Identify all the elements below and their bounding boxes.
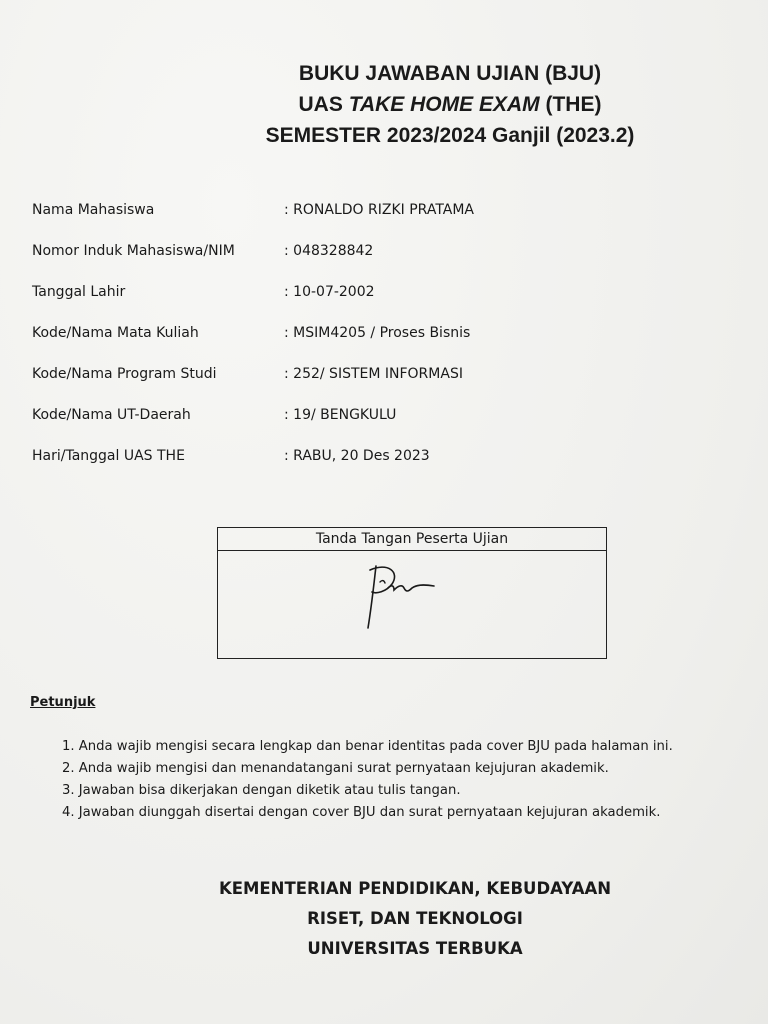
petunjuk-item: 3. Jawaban bisa dikerjakan dengan diketik atau tulis tangan. <box>62 783 461 798</box>
info-value: : 19/ BENGKULU <box>284 407 397 423</box>
info-label: Kode/Nama Program Studi <box>32 366 217 382</box>
signature-box <box>217 527 607 659</box>
info-label: Nama Mahasiswa <box>32 202 155 218</box>
info-value: : RABU, 20 Des 2023 <box>284 448 430 464</box>
title-line-2-italic: TAKE HOME EXAM <box>348 93 540 116</box>
footer-line-3: UNIVERSITAS TERBUKA <box>307 939 523 958</box>
info-label: Kode/Nama Mata Kuliah <box>32 325 199 341</box>
petunjuk-item: 1. Anda wajib mengisi secara lengkap dan benar identitas pada cover BJU pada halaman ini. <box>62 739 673 754</box>
info-label: Tanggal Lahir <box>32 284 126 300</box>
document-title <box>200 58 700 151</box>
title-line-2-prefix: UAS <box>298 93 349 116</box>
title-line-2 <box>200 89 700 120</box>
info-value: : 048328842 <box>284 243 374 259</box>
info-label: Hari/Tanggal UAS THE <box>32 448 185 464</box>
title-line-1: BUKU JAWABAN UJIAN (BJU) <box>298 62 602 85</box>
title-line-2-suffix: (THE) <box>539 93 602 116</box>
info-label: Nomor Induk Mahasiswa/NIM <box>32 243 235 259</box>
petunjuk-heading: Petunjuk <box>30 695 96 710</box>
petunjuk-item: 4. Jawaban diunggah disertai dengan cover BJU dan surat pernyataan kejujuran akademik. <box>62 805 661 820</box>
petunjuk-list <box>62 736 673 824</box>
petunjuk-item: 2. Anda wajib mengisi dan menandatangani surat pernyataan kejujuran akademik. <box>62 761 609 776</box>
info-value: : 252/ SISTEM INFORMASI <box>284 366 463 382</box>
institution-footer <box>200 874 630 964</box>
info-label: Kode/Nama UT-Daerah <box>32 407 191 423</box>
footer-line-2: RISET, DAN TEKNOLOGI <box>307 909 523 928</box>
footer-line-1: KEMENTERIAN PENDIDIKAN, KEBUDAYAAN <box>218 879 612 898</box>
signature-box-header: Tanda Tangan Peserta Ujian <box>218 528 606 551</box>
info-value: : RONALDO RIZKI PRATAMA <box>284 202 475 218</box>
title-line-3: SEMESTER 2023/2024 Ganjil (2023.2) <box>265 124 635 147</box>
handwritten-signature <box>358 558 458 638</box>
info-value: : MSIM4205 / Proses Bisnis <box>284 325 471 341</box>
info-value: : 10-07-2002 <box>284 284 375 300</box>
